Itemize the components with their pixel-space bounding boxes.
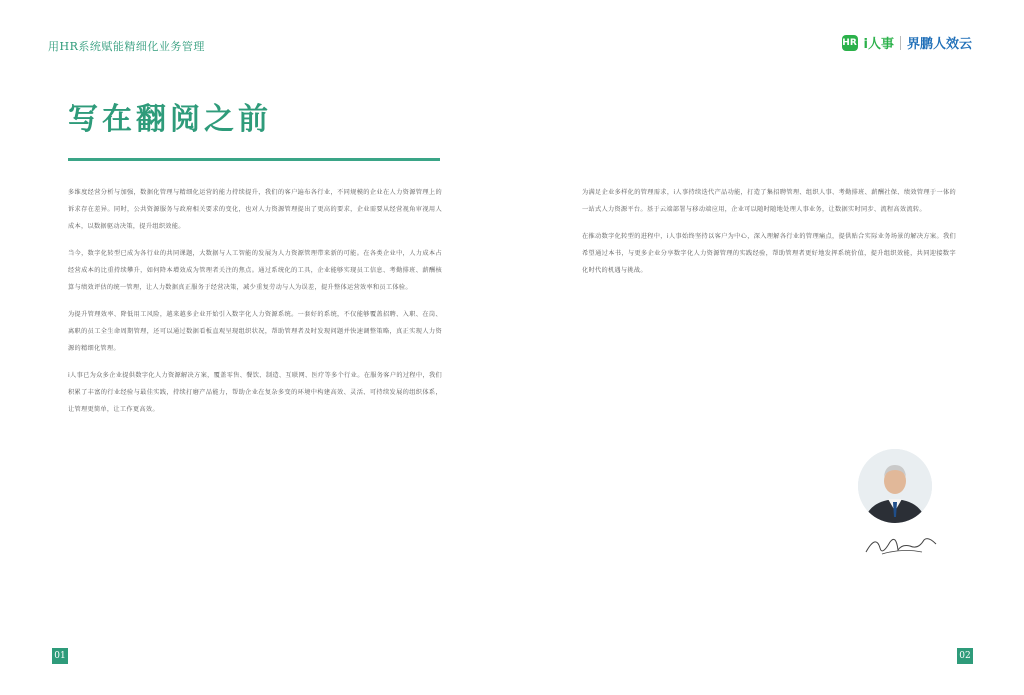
i-ren-shi-logo-icon: HR bbox=[842, 35, 858, 51]
right-column bbox=[582, 184, 956, 289]
brand-logo bbox=[842, 33, 972, 52]
page-number-left: 01 bbox=[52, 648, 68, 664]
page-title: 写在翻阅之前 bbox=[68, 102, 272, 137]
title-divider bbox=[68, 158, 440, 161]
left-column bbox=[68, 184, 442, 428]
paragraph: 当今，数字化转型已成为各行业的共同课题，大数据与人工智能的发展为人力资源管理带来新的可能。在各类企业中，人力成本占经营成本的比重持续攀升，如何降本增效成为管理者关注的焦点。通过系统化的工具，企业能够实现员工信息、考勤排班、薪酬核算与绩效评估的统一管理，让人力数据真正服务于经营决策，减少重复劳动与人为误差，提升整体运营效率和员工体验。 bbox=[68, 250, 442, 291]
author-portrait-photo bbox=[858, 449, 932, 523]
paragraph: i人事已为众多企业提供数字化人力资源解决方案，覆盖零售、餐饮、制造、互联网、医疗等多个行业。在服务客户的过程中，我们积累了丰富的行业经验与最佳实践，持续打磨产品能力，帮助企业在复杂多变的环境中构建高效、灵活、可持续发展的组织体系，让管理更简单，让工作更高效。 bbox=[68, 372, 442, 413]
page-number-right: 02 bbox=[957, 648, 973, 664]
paragraph: 为提升管理效率、降低用工风险，越来越多企业开始引入数字化人力资源系统。一套好的系统，不仅能够覆盖招聘、入职、在岗、离职的员工全生命周期管理，还可以通过数据看板直观呈现组织状况，帮助管理者及时发现问题并快速调整策略，真正实现人力资源的精细化管理。 bbox=[68, 311, 442, 352]
paragraph: 在推动数字化转型的进程中，i人事始终坚持以客户为中心，深入理解各行业的管理痛点，提供贴合实际业务场景的解决方案。我们希望通过本书，与更多企业分享数字化人力资源管理的实践经验，帮助管理者更好地发挥系统价值，提升组织效能，共同迎接数字化时代的机遇与挑战。 bbox=[582, 233, 956, 274]
paragraph: 为满足企业多样化的管理需求，i人事持续迭代产品功能，打造了集招聘管理、组织人事、考勤排班、薪酬社保、绩效管理于一体的一站式人力资源平台。基于云端部署与移动端应用，企业可以随时随地处理人事业务，让数据实时同步、流程高效流转。 bbox=[582, 189, 956, 213]
brand-name-1: i人事 bbox=[863, 37, 894, 52]
brand-name-2: 界鹏人效云 bbox=[906, 37, 972, 52]
handwritten-signature bbox=[862, 530, 940, 560]
brand-divider bbox=[900, 36, 901, 50]
guide-header-title: 用HR系统赋能精细化业务管理 bbox=[48, 40, 205, 53]
paragraph: 多维度经营分析与加强，数据化管理与精细化运营的能力持续提升，我们的客户遍布各行业，不同规模的企业在人力资源管理上的诉求存在差异。同时，公共资源服务与政府相关要求的变化，也对人力资源管理提出了更高的要求，企业需要从经营视角审视用人成本，以数据驱动决策，提升组织效能。 bbox=[68, 189, 442, 230]
